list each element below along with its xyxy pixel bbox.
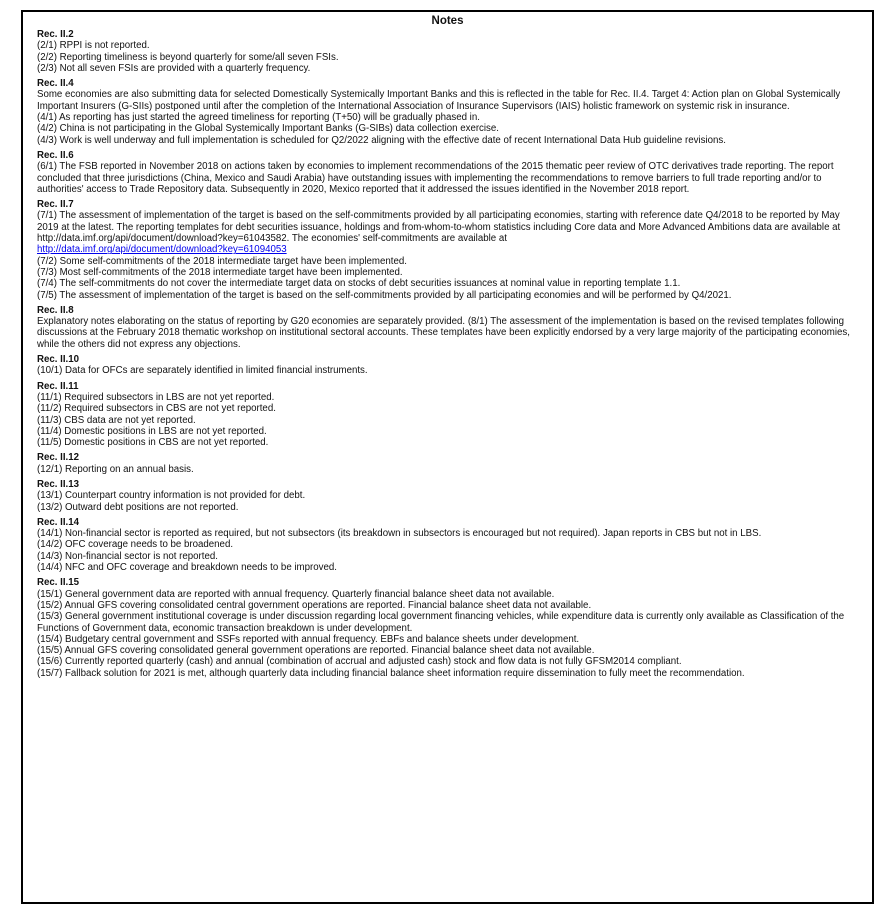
section-heading: Rec. II.10 [37, 354, 80, 366]
note-line: (15/6) Currently reported quarterly (cash) and annual (combination of accrual and adjusted cash) stock and flow data is not fully GFSM2014 compliant. [37, 656, 682, 668]
page-title: Notes [431, 15, 464, 27]
note-section [37, 354, 858, 377]
section-heading: Rec. II.7 [37, 199, 74, 211]
note-line: (10/1) Data for OFCs are separately identified in limited financial instruments. [37, 365, 368, 377]
note-section [37, 29, 858, 74]
note-line: (4/3) Work is well underway and full implementation is scheduled for Q2/2022 aligning with the effective date of recent International Data Hub guideline revisions. [37, 134, 726, 146]
note-line: (14/4) NFC and OFC coverage and breakdown needs to be improved. [37, 562, 337, 574]
note-section [37, 78, 858, 146]
note-line: (7/2) Some self-commitments of the 2018 intermediate target have been implemented. [37, 255, 407, 267]
note-line: (11/5) Domestic positions in CBS are not yet reported. [37, 437, 269, 449]
note-line: (11/4) Domestic positions in LBS are not yet reported. [37, 425, 267, 437]
note-section [37, 452, 858, 475]
note-line: (13/2) Outward debt positions are not reported. [37, 501, 239, 513]
note-line: (7/3) Most self-commitments of the 2018 intermediate target have been implemented. [37, 266, 403, 278]
section-heading: Rec. II.2 [37, 29, 74, 40]
note-section [37, 517, 858, 573]
note-line: Explanatory notes elaborating on the status of reporting by G20 economies are separately provided. (8/1) The assessment of the implementation is based on the revised templates following discussions at the February 2018 thematic workshop on institutional sectoral accounts. These templates have been explicitly endorsed by a very large majority of the participating economies, while the others did not express any objections. [37, 316, 850, 350]
note-section [37, 577, 858, 679]
note-line: (11/3) CBS data are not yet reported. [37, 414, 196, 426]
note-line: (14/1) Non-financial sector is reported as required, but not subsectors (its breakdown in subsectors is encouraged but not required). Japan reports in CBS but not in LBS. [37, 528, 762, 540]
note-line: (12/1) Reporting on an annual basis. [37, 463, 194, 475]
link-line [37, 244, 858, 255]
notes-frame [21, 10, 874, 904]
note-section [37, 305, 858, 350]
note-section [37, 479, 858, 513]
note-section [37, 381, 858, 449]
note-section [37, 150, 858, 195]
note-line: (7/1) The assessment of implementation of the target is based on the self-commitments provided by all participating economies, starting with reference date Q4/2018 to be reported by May 2019 at the latest. The reporting templates for debt securities issuance, holdings and from-whom-to-whom statistics including Core data and More Advanced Ambitions data are available at http://data.imf.org/api/document/download?key=61043582. The economies' self-commitments are available at [37, 210, 841, 245]
section-heading: Rec. II.15 [37, 577, 80, 589]
section-heading: Rec. II.8 [37, 304, 74, 316]
note-line: (7/4) The self-commitments do not cover the intermediate target data on stocks of debt securities issuances at nominal value in reporting template 1.1. [37, 278, 681, 290]
note-line: (2/3) Not all seven FSIs are provided with a quarterly frequency. [37, 62, 311, 74]
note-line: (15/4) Budgetary central government and SSFs reported with annual frequency. EBFs and balance sheets under development. [37, 633, 580, 645]
section-heading: Rec. II.6 [37, 149, 74, 161]
section-heading: Rec. II.13 [37, 478, 80, 490]
note-line: (11/1) Required subsectors in LBS are not yet reported. [37, 391, 275, 403]
note-line: (4/2) China is not participating in the Global Systemically Important Banks (G-SIBs) data collection exercise. [37, 123, 499, 135]
notes-sections [37, 29, 858, 679]
note-line: (7/5) The assessment of implementation of the target is based on the self-commitments provided by all participating economies and will be performed by Q4/2021. [37, 289, 732, 301]
note-line: (15/7) Fallback solution for 2021 is met, although quarterly data including financial balance sheet information require dissemination to fully meet the recommendation. [37, 667, 745, 679]
note-line: (14/3) Non-financial sector is not reported. [37, 550, 218, 562]
section-heading: Rec. II.14 [37, 516, 80, 528]
note-line: (2/1) RPPI is not reported. [37, 40, 150, 52]
note-line: (14/2) OFC coverage needs to be broadened. [37, 539, 234, 551]
note-section [37, 199, 858, 301]
note-line: (2/2) Reporting timeliness is beyond quarterly for some/all seven FSIs. [37, 51, 339, 63]
note-line: (13/1) Counterpart country information is not provided for debt. [37, 490, 306, 502]
section-heading: Rec. II.4 [37, 78, 74, 90]
section-heading: Rec. II.11 [37, 380, 79, 392]
self-commitments-link[interactable]: http://data.imf.org/api/document/download?key=61094053 [37, 244, 287, 256]
note-line: Some economies are also submitting data for selected Domestically Systemically Important Banks and this is reflected in the table for Rec. II.4. Target 4: Action plan on Global Systemically Important Insurers (G-SIIs) postponed until after the completion of the International Association of Insurance Supervisors (IAIS) holistic framework on systemic risk in insurance. [37, 89, 841, 112]
note-line: (4/1) As reporting has just started the agreed timeliness for reporting (T+50) will be gradually phased in. [37, 112, 480, 124]
note-line: (15/1) General government data are reported with annual frequency. Quarterly financial balance sheet data not available. [37, 588, 555, 600]
note-line: (6/1) The FSB reported in November 2018 on actions taken by economies to implement recommendations of the 2015 thematic peer review of OTC derivatives trade reporting. The report concluded that three jurisdictions (China, Mexico and Saudi Arabia) have outstanding issues with implementing the recommendations to remove barriers to full trade reporting and/or to authorities' access to Trade Repository data. Subsequently in 2020, Mexico reported that it addressed the issues identified in the November 2018 report. [37, 161, 834, 195]
note-line: (11/2) Required subsectors in CBS are not yet reported. [37, 403, 276, 415]
note-line: (15/2) Annual GFS covering consolidated central government operations are reported. Financial balance sheet data not available. [37, 599, 592, 611]
section-heading: Rec. II.12 [37, 452, 80, 464]
note-line: (15/3) General government institutional coverage is under discussion regarding local government financing vehicles, while expenditure data is currently only available as Classification of the Functions of Government data, economic transaction breakdown is under development. [37, 611, 845, 634]
note-line: (15/5) Annual GFS covering consolidated general government operations are reported. Financial balance sheet data not available. [37, 645, 595, 657]
